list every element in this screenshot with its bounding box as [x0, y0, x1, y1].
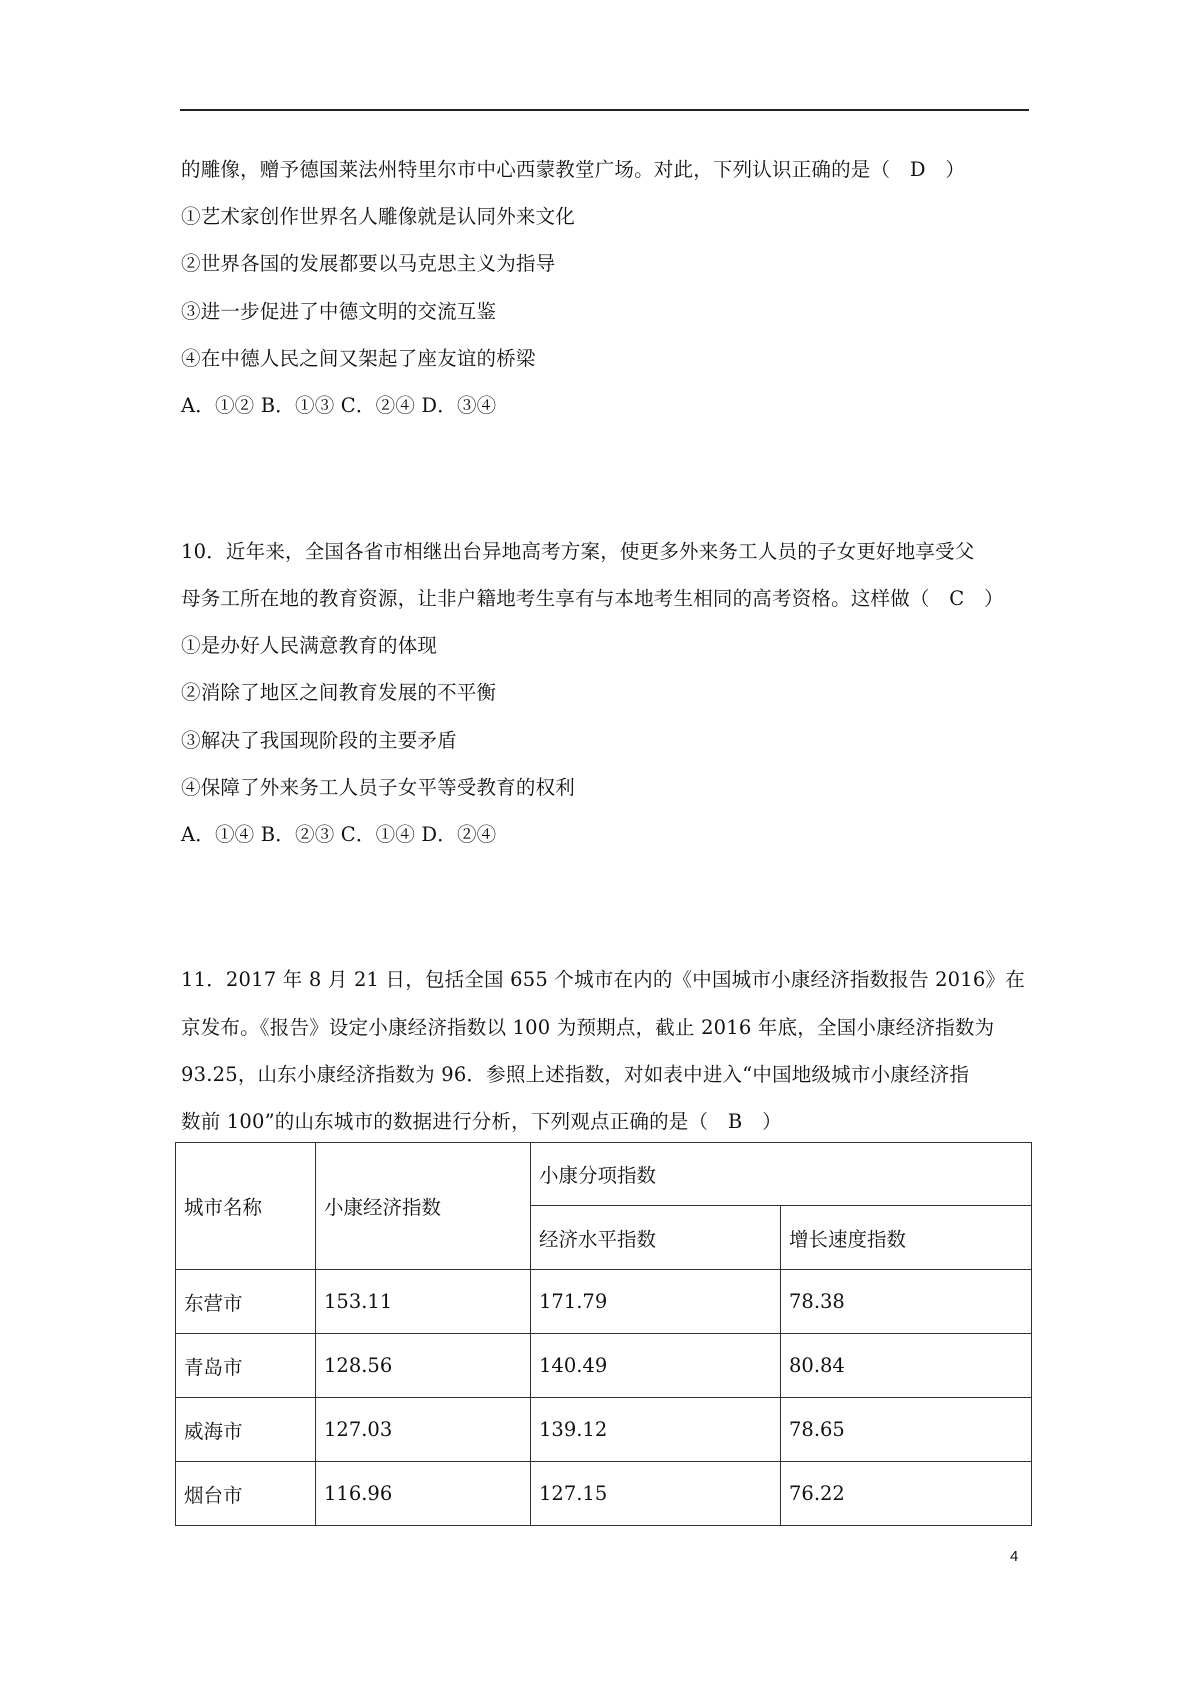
page-number: 4 — [1010, 1548, 1019, 1565]
cell-index: 153.11 — [316, 1270, 531, 1334]
q9-option-2: ②世界各国的发展都要以马克思主义为指导 — [181, 252, 556, 275]
q10-choices: A．①④ B．②③ C．①④ D．②④ — [181, 823, 497, 846]
header-index: 小康经济指数 — [316, 1143, 531, 1270]
cell-growth: 78.65 — [781, 1398, 1032, 1462]
cell-city: 烟台市 — [176, 1462, 316, 1526]
cell-city: 威海市 — [176, 1398, 316, 1462]
cell-growth: 76.22 — [781, 1462, 1032, 1526]
table-header-row — [176, 1143, 1032, 1206]
q10-option-1: ①是办好人民满意教育的体现 — [181, 634, 438, 657]
q10-stem-line-2: 母务工所在地的教育资源，让非户籍地考生享有与本地考生相同的高考资格。这样做（ C ） — [181, 587, 1004, 610]
cell-city: 青岛市 — [176, 1334, 316, 1398]
header-group: 小康分项指数 — [531, 1143, 1032, 1206]
table-row — [176, 1334, 1032, 1398]
q11-stem-line-4: 数前 100”的山东城市的数据进行分析，下列观点正确的是（ B ） — [181, 1110, 782, 1133]
q9-option-1: ①艺术家创作世界名人雕像就是认同外来文化 — [181, 205, 576, 228]
q9-choices: A．①② B．①③ C．②④ D．③④ — [181, 394, 497, 417]
cell-growth: 78.38 — [781, 1270, 1032, 1334]
q10-option-3: ③解决了我国现阶段的主要矛盾 — [181, 729, 457, 752]
q11-stem-line-1: 11．2017 年 8 月 21 日，包括全国 655 个城市在内的《中国城市小康经济指数报告 2016》在 — [181, 968, 1025, 991]
q9-option-3: ③进一步促进了中德文明的交流互鉴 — [181, 300, 497, 323]
header-city: 城市名称 — [176, 1143, 316, 1270]
q11-stem-line-2: 京发布。《报告》设定小康经济指数以 100 为预期点，截止 2016 年底，全国小康经济指数为 — [181, 1016, 995, 1039]
cell-econ: 127.15 — [531, 1462, 781, 1526]
cell-econ: 139.12 — [531, 1398, 781, 1462]
q10-stem-line-1: 10．近年来，全国各省市相继出台异地高考方案，使更多外来务工人员的子女更好地享受父 — [181, 540, 975, 563]
table-row — [176, 1398, 1032, 1462]
cell-index: 127.03 — [316, 1398, 531, 1462]
cell-city: 东营市 — [176, 1270, 316, 1334]
cell-index: 128.56 — [316, 1334, 531, 1398]
table-row — [176, 1462, 1032, 1526]
header-econ: 经济水平指数 — [531, 1206, 781, 1270]
header-rule — [180, 109, 1029, 111]
q9-stem-tail: 的雕像，赠予德国莱法州特里尔市中心西蒙教堂广场。对此，下列认识正确的是（ D ） — [181, 158, 966, 181]
index-table — [175, 1142, 1032, 1526]
q10-option-2: ②消除了地区之间教育发展的不平衡 — [181, 681, 497, 704]
header-growth: 增长速度指数 — [781, 1206, 1032, 1270]
q11-stem-line-3: 93.25，山东小康经济指数为 96．参照上述指数，对如表中进入“中国地级城市小康经济指 — [181, 1063, 970, 1086]
cell-growth: 80.84 — [781, 1334, 1032, 1398]
q9-option-4: ④在中德人民之间又架起了座友谊的桥梁 — [181, 347, 536, 370]
cell-econ: 171.79 — [531, 1270, 781, 1334]
table-row — [176, 1270, 1032, 1334]
cell-index: 116.96 — [316, 1462, 531, 1526]
cell-econ: 140.49 — [531, 1334, 781, 1398]
q10-option-4: ④保障了外来务工人员子女平等受教育的权利 — [181, 776, 576, 799]
